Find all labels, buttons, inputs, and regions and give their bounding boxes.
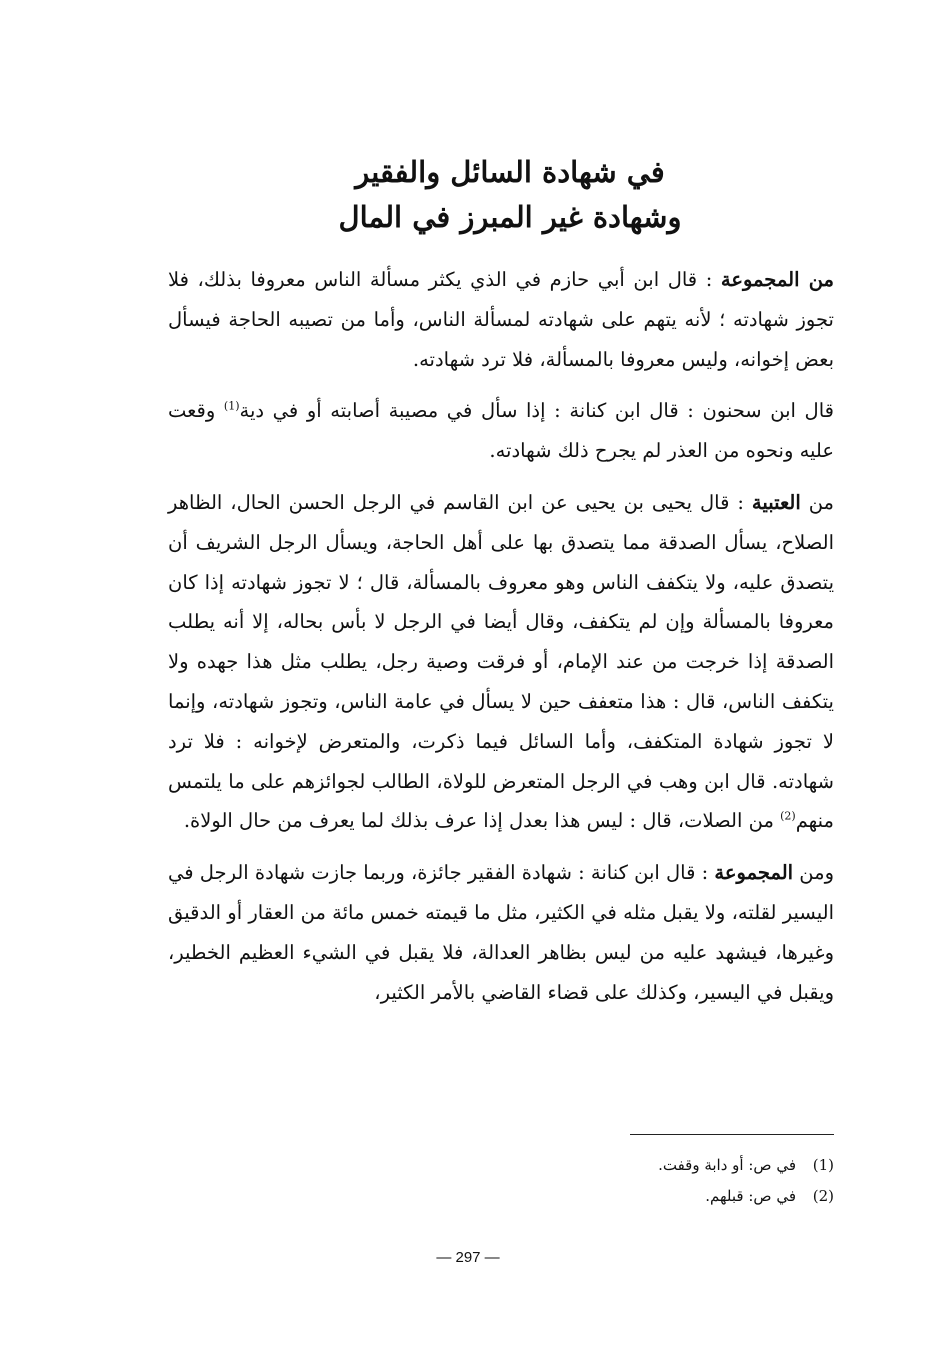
footnote-marker-1: (1) — [223, 399, 240, 413]
footnote-text: في ص: أو دابة وقفت. — [658, 1156, 796, 1174]
footnote-number: (1) — [812, 1156, 834, 1174]
paragraph-text: قال ابن سحنون : قال ابن كنانة : إذا سأل في مصيبة أصابته أو في دية — [239, 399, 834, 423]
main-text — [168, 260, 834, 1024]
paragraph-1 — [168, 260, 834, 379]
footnote-text: في ص: قبلهم. — [705, 1187, 796, 1205]
source-label: من المجموعة — [720, 268, 834, 291]
paragraph-prefix: ومن — [793, 861, 835, 885]
paragraph-2 — [168, 391, 834, 471]
footnote-1 — [400, 1150, 834, 1181]
paragraph-text: : قال ابن كنانة : شهادة الفقير جائزة، وربما جازت شهادة الرجل في اليسير لقلته، ولا يقبل مثله في الكثير، مثل ما قيمته خمس مائة من العقار أو الدقيق وغيرها، فيشهد عليه من ليس بظاهر العدالة، فلا يقبل في الشيء العظيم الخطير، ويقبل في اليسير، وكذلك على قضاء القاضي بالأمر الكثير، — [168, 861, 834, 1004]
paragraph-3 — [168, 483, 834, 841]
footnote-marker-2: (2) — [780, 809, 796, 823]
paragraph-prefix: من — [800, 490, 834, 514]
paragraph-4 — [168, 853, 834, 1012]
title-line-2: وشهادة غير المبرز في المال — [338, 200, 682, 234]
footnote-number: (2) — [812, 1187, 834, 1205]
paragraph-text: : قال يحيى بن يحيى عن ابن القاسم في الرجل الحسن الحال، الظاهر الصلاح، يسأل الصدقة مما يتصدق بها على أهل الحاجة، ويسأل الرجل الشريف أن يتصدق عليه، ولا يتكفف الناس وهو معروف بالمسألة، قال ؛ لا تجوز شهادته إذا كان معروفا بالمسألة وإن لم يتكفف، وقال أيضا في الرجل لا بأس بحاله، إلا أنه يطلب الصدقة إذا خرجت من عند الإمام، أو فرقت وصية رجل، يطلب مثل هذا جهده ولا يتكفف الناس، قال : هذا متعفف حين لا يسأل في عامة الناس، وتجوز شهادته، وإنما لا تجوز شهادة المتكفف، وأما السائل فيما ذكرت، والمتعرض لإخوانه : فلا ترد شهادته. قال ابن وهب في الرجل المتعرض للولاة، الطالب لجوائزهم على ما يلتمس منهم — [168, 490, 834, 833]
paragraph-text-continued: وقعت عليه ونحوه من العذر لم يجرح ذلك شهادته. — [168, 399, 834, 463]
title-line-1: في شهادة السائل والفقير — [355, 155, 665, 189]
chapter-title — [200, 150, 820, 240]
footnotes — [400, 1150, 834, 1212]
paragraph-text: : قال ابن أبي حازم في الذي يكثر مسألة الناس معروفا بذلك، فلا تجوز شهادته ؛ لأنه يتهم على شهادته لمسألة الناس، وأما من تصيبه الحاجة فيسأل بعض إخوانه، وليس معروفا بالمسألة، فلا ترد شهادته. — [168, 268, 834, 371]
footnote-separator — [630, 1134, 834, 1135]
source-label: المجموعة — [714, 861, 794, 885]
source-label: العتبية — [751, 490, 801, 514]
paragraph-text-continued: من الصلات، قال : ليس هذا بعدل إذا عرف بذلك لما يعرف من حال الولاة. — [183, 809, 781, 833]
footnote-2 — [400, 1181, 834, 1212]
page-number: — 297 — — [436, 1249, 500, 1266]
